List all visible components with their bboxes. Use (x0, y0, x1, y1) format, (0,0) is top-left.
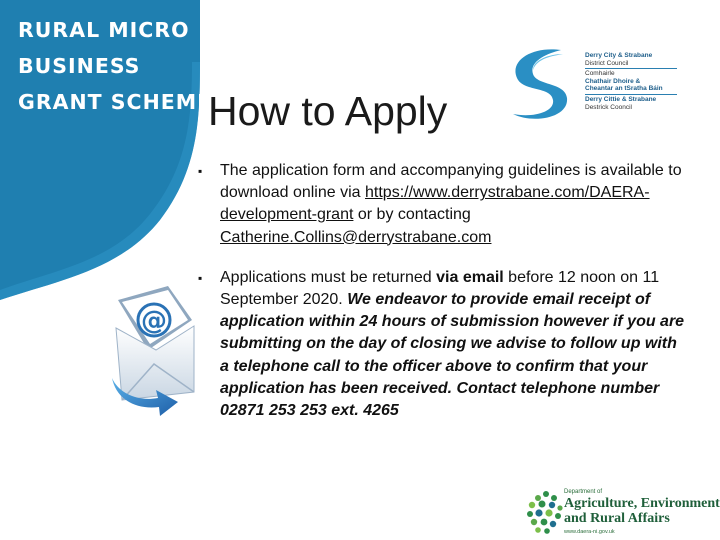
daera-dept: Department of (564, 489, 603, 495)
contact-link[interactable]: https://www.derrystrabane.com/DAERA-development-grant (220, 184, 650, 224)
daera-mark-dot (555, 513, 561, 519)
daera-mark-icon (524, 488, 568, 536)
bullet-item (196, 267, 690, 422)
daera-url: www.daera-ni.gov.uk (564, 529, 615, 535)
bullet-item (196, 160, 690, 249)
daera-mark-dot (529, 502, 535, 508)
council-s-mark (503, 46, 575, 122)
daera-mark-dot (535, 495, 541, 501)
scheme-title (18, 12, 212, 120)
page-title: How to Apply (208, 88, 448, 134)
bullet-marker: ▪ (198, 270, 203, 285)
council-name-block (585, 52, 677, 111)
daera-mark-dot (539, 501, 546, 508)
bullet-text: or by contacting (353, 206, 471, 224)
daera-mark-dot (545, 509, 552, 516)
daera-mark-dot (535, 527, 541, 533)
daera-mark-dot (549, 502, 555, 508)
at-symbol: @ (141, 306, 167, 336)
email-icon (108, 280, 196, 418)
council-name-line: Comhairle (585, 70, 615, 78)
bullet-text: via email (436, 268, 504, 286)
daera-mark-dot (527, 511, 533, 517)
council-name-line: Derry Cittie & Strabane (585, 95, 657, 103)
daera-logo (512, 484, 720, 540)
council-name-line: Derry City & Strabane (585, 52, 653, 59)
bullet-list (196, 160, 690, 422)
daera-mark-dot (557, 505, 562, 510)
daera-mark-dot (551, 495, 557, 501)
bullet-text: before 12 noon on 11 September 2020. (220, 268, 660, 309)
bullet-marker: ▪ (198, 164, 203, 178)
council-name-line: Cheantar an tSratha Báin (585, 85, 663, 93)
council-name-line: Destrick Cooncil (585, 103, 632, 111)
bullet-text: We endeavor to provide email receipt of application within 24 hours of submission however if you are submitting on the day of closing we advise to follow up with a telephone call to the officer above to confirm that your application has been received. Contact telephone number 02871 253 253 ext. 4265 (220, 291, 685, 420)
contact-link[interactable]: Catherine.Collins@derrystrabane.com (220, 228, 492, 246)
daera-mark-dot (535, 509, 542, 516)
council-logo (503, 46, 683, 126)
bullet-text: The application form and accompanying guidelines is available to download online via (220, 162, 682, 202)
scheme-title-line: RURAL MICRO (18, 18, 190, 42)
daera-mark-dot (541, 519, 548, 526)
bullet-text: Applications must be returned (220, 268, 437, 286)
daera-mark-dot (543, 491, 549, 497)
daera-name-line: and Rural Affairs (564, 510, 670, 526)
daera-mark-dot (531, 519, 537, 525)
council-divider (585, 94, 677, 95)
scheme-title-line: GRANT SCHEME (18, 90, 213, 114)
council-name-line: District Council (585, 59, 629, 67)
daera-name-line: Agriculture, Environment (564, 496, 720, 511)
council-name-line: Chathair Dhoire & (585, 77, 641, 85)
scheme-title-line: BUSINESS (18, 54, 141, 78)
council-divider (585, 68, 677, 69)
daera-mark-dot (550, 521, 556, 527)
daera-name (564, 497, 720, 526)
daera-mark-dot (544, 528, 550, 534)
